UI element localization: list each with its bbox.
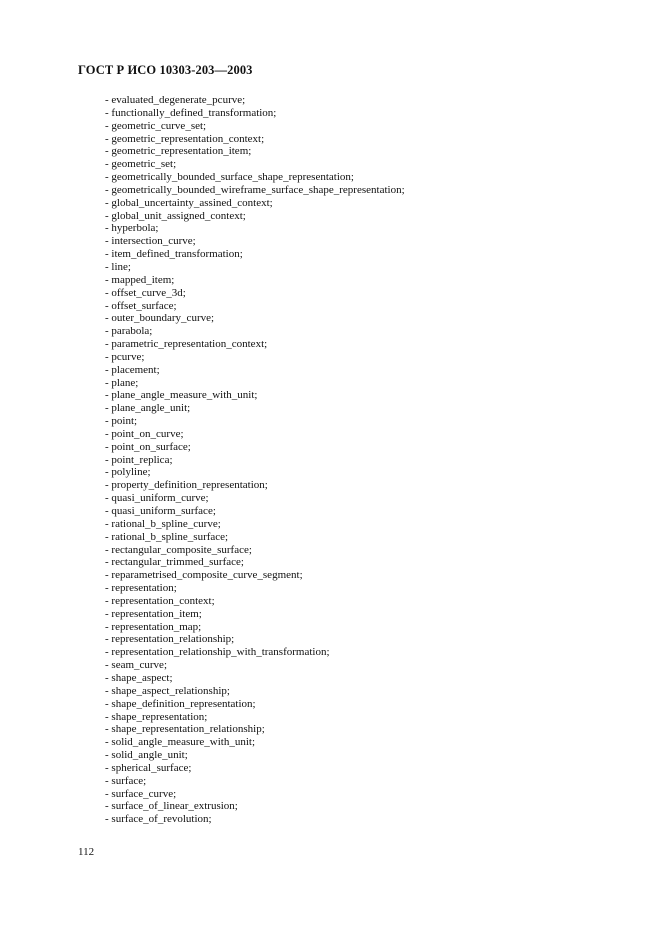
list-item: - representation; [105,582,177,595]
list-item: - rectangular_composite_surface; [105,543,252,556]
list-item: - surface; [105,774,147,787]
list-item: - geometric_set; [105,158,177,171]
list-item: - functionally_defined_transformation; [105,106,277,119]
list-item: - seam_curve; [105,659,167,672]
list-item: - mapped_item; [105,273,175,286]
list-item: - surface_of_revolution; [105,813,212,826]
list-item: - quasi_uniform_surface; [105,505,216,517]
list-item: - item_defined_transformation; [105,248,243,261]
list-item: - line; [105,260,131,273]
list-item: - solid_angle_unit; [105,749,188,762]
list-item: - offset_curve_3d; [105,286,186,299]
list-item: - geometric_curve_set; [105,119,207,132]
list-item: - parametric_representation_context; [105,338,268,351]
list-item: - geometrically_bounded_surface_shape_representation; [105,171,354,184]
list-item: - point; [105,415,138,428]
page-number: 112 [78,846,95,858]
list-item: - shape_definition_representation; [105,697,256,710]
entity-list [105,94,405,826]
list-item: - shape_aspect_relationship; [105,684,230,697]
list-item: - geometrically_bounded_wireframe_surface_shape_representation; [105,183,405,196]
list-item: - geometric_representation_item; [105,145,252,158]
list-item: - global_uncertainty_assined_context; [105,196,273,209]
list-item: - shape_representation; [105,710,208,723]
list-item: - shape_aspect; [105,671,173,684]
page-header: ГОСТ Р ИСО 10303-203—2003 [78,63,253,77]
list-item: - plane_angle_measure_with_unit; [105,389,258,402]
list-item: - representation_map; [105,620,202,633]
list-item: - property_definition_representation; [105,479,268,492]
list-item: - pcurve; [105,350,145,363]
list-item: - hyperbola; [105,222,159,235]
list-item: - evaluated_degenerate_pcurve; [105,94,246,106]
list-item: - outer_boundary_curve; [105,312,215,325]
list-item: - spherical_surface; [105,761,192,774]
list-item: - offset_surface; [105,299,177,312]
list-item: - placement; [105,363,160,376]
list-item: - rational_b_spline_surface; [105,530,229,543]
list-item: - polyline; [105,466,151,479]
list-item: - solid_angle_measure_with_unit; [105,736,255,749]
list-item: - representation_context; [105,594,215,607]
list-item: - plane_angle_unit; [105,402,191,415]
list-item: - shape_representation_relationship; [105,723,265,736]
list-item: - geometric_representation_context; [105,132,265,145]
list-item: - quasi_uniform_curve; [105,492,209,505]
list-item: - point_replica; [105,453,173,466]
list-item: - plane; [105,376,139,389]
list-item: - intersection_curve; [105,235,196,248]
list-item: - surface_of_linear_extrusion; [105,800,238,813]
list-item: - global_unit_assigned_context; [105,209,246,222]
list-item: - rectangular_trimmed_surface; [105,556,244,569]
list-item: - surface_curve; [105,787,177,800]
list-item: - point_on_surface; [105,440,191,453]
list-item: - representation_relationship_with_transformation; [105,646,330,659]
list-item: - rational_b_spline_curve; [105,517,221,530]
list-item: - representation_item; [105,607,202,620]
list-item: - representation_relationship; [105,633,235,646]
list-item: - reparametrised_composite_curve_segment; [105,569,303,582]
list-item: - point_on_curve; [105,427,184,440]
list-item: - parabola; [105,325,153,338]
